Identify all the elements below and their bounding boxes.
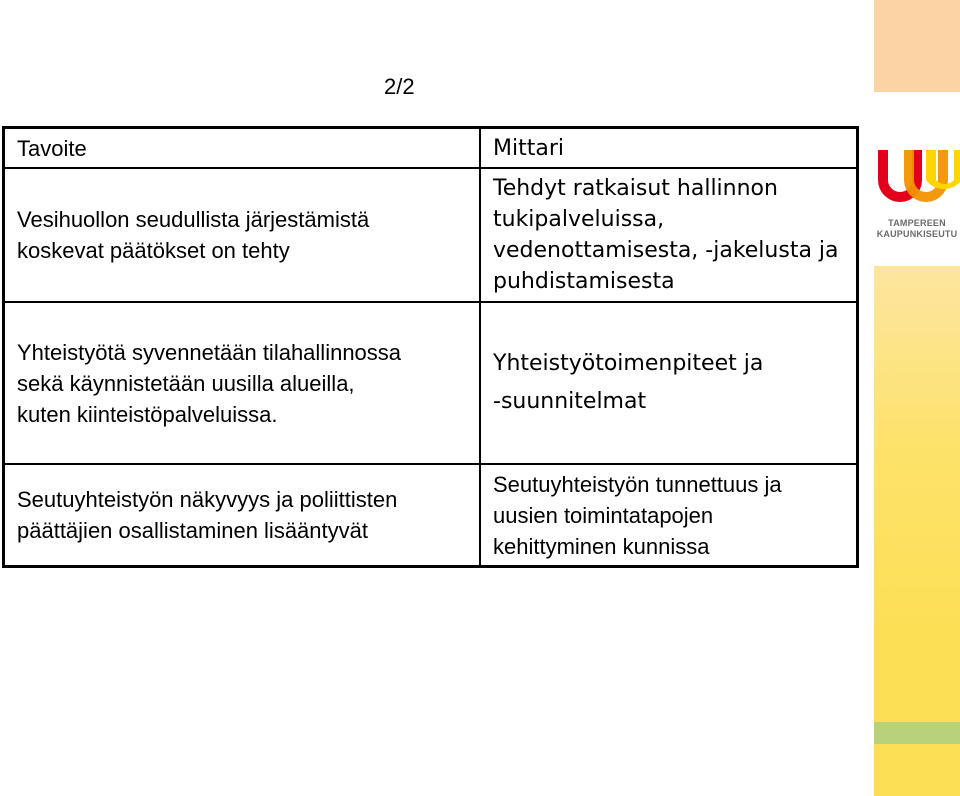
- cell-line: sekä käynnistetään uusilla alueilla,: [17, 370, 355, 396]
- cell-line: Yhteistyötä syvennetään tilahallinnossa: [17, 339, 402, 365]
- table-row: [4, 302, 858, 464]
- cell-line: Vesihuollon seudullista järjestämistä: [17, 207, 370, 232]
- metric-cell: [480, 168, 858, 302]
- page-number: 2/2: [384, 74, 415, 99]
- cell-line: Tehdyt ratkaisut hallinnon: [493, 176, 778, 201]
- metric-cell: [480, 464, 858, 567]
- header-tavoite: Tavoite: [4, 128, 481, 169]
- table-row: [4, 168, 858, 302]
- cell-line: tukipalveluissa,: [493, 207, 665, 232]
- table-row: [4, 464, 858, 567]
- goal-cell: [4, 302, 481, 464]
- goals-table: [2, 126, 859, 568]
- table-header-row: [4, 128, 858, 169]
- cell-line: Seutuyhteistyön tunnettuus ja: [493, 471, 782, 497]
- cell-line: kehittyminen kunnissa: [493, 533, 710, 559]
- logo-text-line1: TAMPEREEN: [888, 218, 946, 228]
- cell-line: Seutuyhteistyön näkyvyys ja poliittisten: [17, 487, 398, 512]
- cell-line: kuten kiinteistöpalveluissa.: [17, 401, 278, 427]
- cell-line: vedenottamisesta, -jakelusta ja: [493, 238, 839, 263]
- decor-strip-top: [874, 0, 960, 92]
- cell-line: koskevat päätökset on tehty: [17, 238, 290, 263]
- cell-line: -suunnitelmat: [493, 389, 647, 414]
- goal-cell: [4, 464, 481, 567]
- cell-line: uusien toimintatapojen: [493, 502, 714, 528]
- metric-cell: [480, 302, 858, 464]
- decor-strip-lower: [874, 266, 960, 796]
- header-mittari: Mittari: [480, 128, 858, 169]
- logo: [874, 130, 960, 266]
- cell-line: Yhteistyötoimenpiteet ja: [493, 351, 764, 376]
- goal-cell: [4, 168, 481, 302]
- cell-line: päättäjien osallistaminen lisääntyvät: [17, 518, 368, 543]
- cell-line: puhdistamisesta: [493, 269, 675, 294]
- logo-text-line2: KAUPUNKISEUTU: [876, 229, 958, 239]
- decor-strip-green: [874, 722, 960, 744]
- logo-mark-icon: [874, 130, 960, 216]
